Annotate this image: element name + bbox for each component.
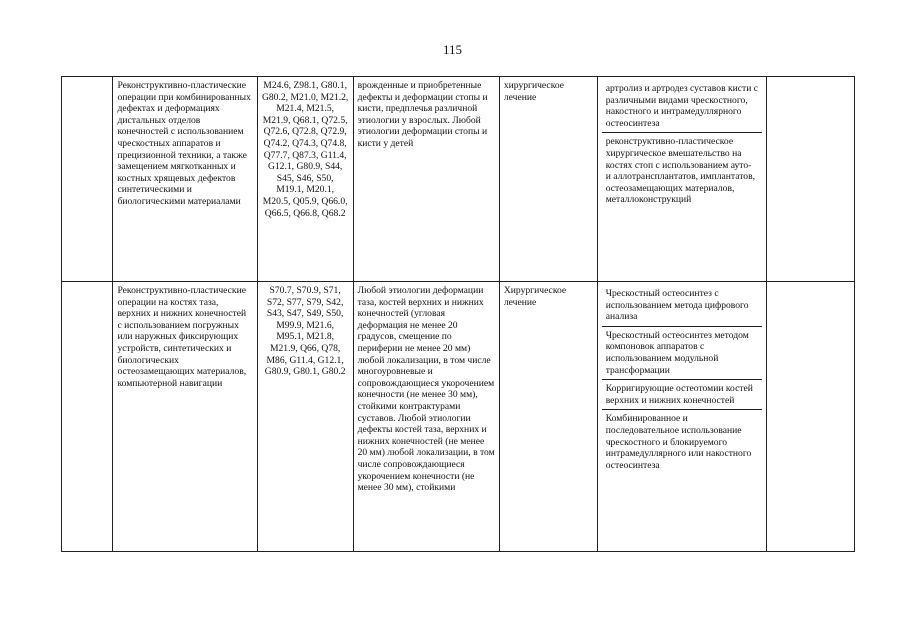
- method-item: Корригирующие остеотомии костей верхних и нижних конечностей: [602, 380, 762, 410]
- methods-list: [602, 80, 762, 278]
- methods-cell: [597, 77, 766, 282]
- cost-cell: [767, 282, 855, 552]
- treatment-type-cell: Хирургическое лечение: [499, 282, 597, 552]
- treatment-table: [61, 76, 855, 552]
- page-number: 115: [442, 42, 463, 57]
- table-row: [62, 77, 855, 282]
- method-item: Комбинированное и последовательное использование чрескостного и блокируемого интрамедуллярного или накостного остеосинтеза: [605, 413, 752, 471]
- treatment-type-cell: хирургическое лечение: [499, 77, 597, 282]
- row-number-cell: [62, 282, 113, 552]
- method-item: Чрескостный остеосинтез с использованием метода цифрового анализа: [602, 285, 762, 327]
- methods-list: [602, 285, 762, 548]
- row-number-cell: [62, 77, 113, 282]
- methods-cell: [597, 282, 766, 552]
- icd-codes-cell: S70.7, S70.9, S71, S72, S77, S79, S42, S43, S47, S49, S50, M99.9, M21.6, M95.1, M21.8, M21.9, Q66, Q78, M86, G11.4, G12.1, G80.9, G80.1, G80.2: [257, 282, 353, 552]
- table-row: [62, 282, 855, 552]
- operation-group-cell: Реконструктивно-пластические операции при комбинированных дефектах и деформациях дистальных отделов конечностей с использованием чрескостных аппаратов и прецизионной техники, а также замещением мягкотканных и костных хрящевых дефектов синтетическими и биологическими материалами: [113, 77, 257, 282]
- method-item: артролиз и артродез суставов кисти с различными видами чрескостного, накостного и интрамедуллярного остеосинтеза: [602, 80, 762, 133]
- method-item: Чрескостный остеосинтез методом компоновок аппаратов с использованием модульной трансформации: [602, 327, 762, 380]
- patient-model-cell: Любой этиологии деформации таза, костей верхних и нижних конечностей (угловая деформация не менее 20 градусов, смещение по периферии не менее 20 мм) любой локализации, в том числе многоуровневые и сопровождающиеся укорочением конечности (не менее 30 мм), стойкими контрактурами суставов. Любой этиологии дефекты костей таза, верхних и нижних конечностей (не менее 20 мм) любой локализации, в том числе сопровождающиеся укорочением конечности (не менее 30 мм), стойкими: [353, 282, 499, 552]
- cost-cell: [767, 77, 855, 282]
- operation-group-cell: Реконструктивно-пластические операции на костях таза, верхних и нижних конечностей с использованием погружных или наружных фиксирующих устройств, синтетических и биологических остеозамещающих материалов, компьютерной навигации: [113, 282, 257, 552]
- icd-codes-cell: M24.6, Z98.1, G80.1, G80.2, M21.0, M21.2, M21.4, M21.5, M21.9, Q68.1, Q72.5, Q72.6, Q72.8, Q72.9, Q74.2, Q74.3, Q74.8, Q77.7, Q87.3, G11.4, G12.1, G80.9, S44, S45, S46, S50, M19.1, M20.1, M20.5, Q05.9, Q66.0, Q66.5, Q66.8, Q68.2: [257, 77, 353, 282]
- method-item: реконструктивно-пластическое хирургическое вмешательство на костях стоп с использованием ауто- и аллотрансплантатов, имплантатов, остеозамещающих материалов, металлоконструкций: [605, 136, 756, 206]
- patient-model-cell: врожденные и приобретенные дефекты и деформации стопы и кисти, предплечья различной этиологии у взрослых. Любой этиологии деформации стопы и кисти у детей: [353, 77, 499, 282]
